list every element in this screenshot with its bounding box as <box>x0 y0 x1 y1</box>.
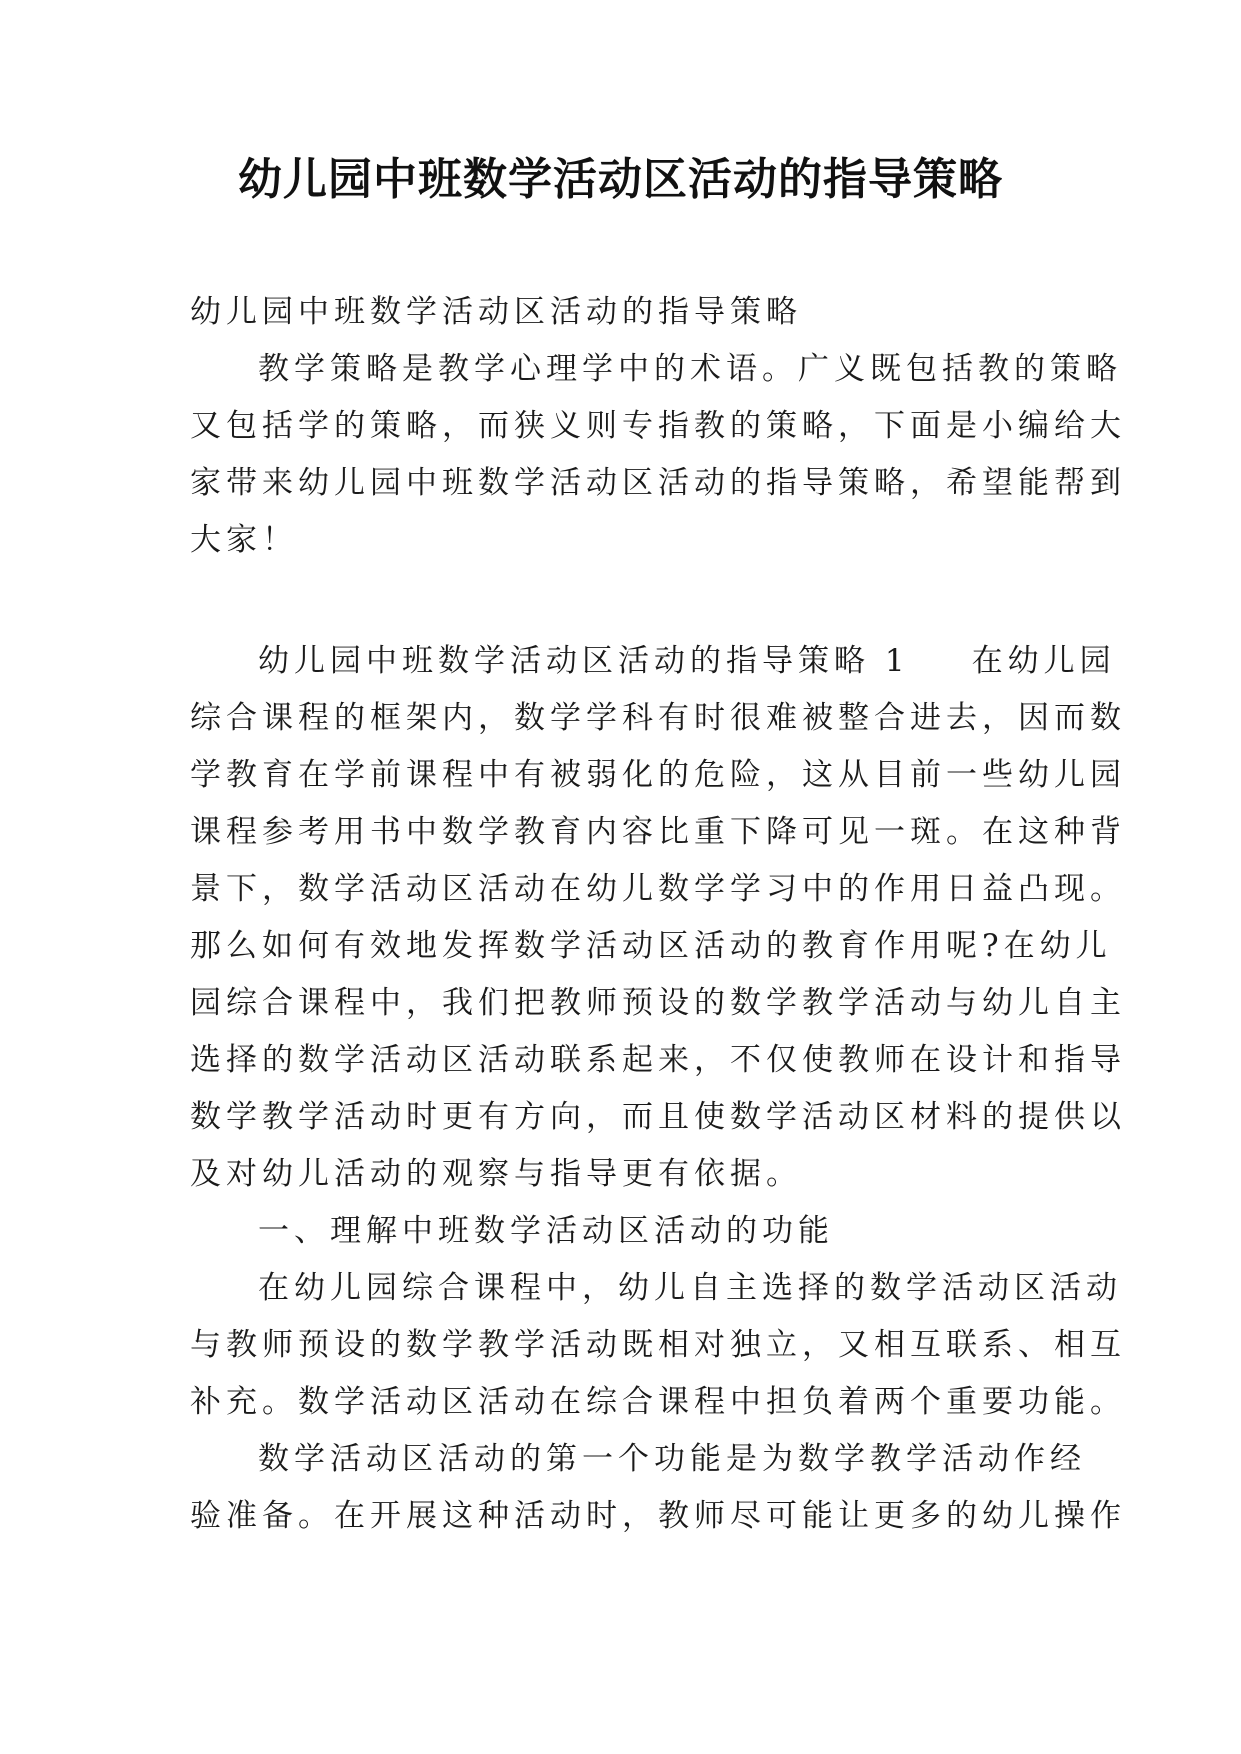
subtitle-line: 幼儿园中班数学活动区活动的指导策略 <box>190 294 802 330</box>
section1-line: 课程参考用书中数学教育内容比重下降可见一斑。在这种背 <box>190 814 1126 850</box>
intro-line: 家带来幼儿园中班数学活动区活动的指导策略，希望能帮到 <box>190 465 1126 501</box>
intro-line: 大家！ <box>190 522 298 558</box>
document-body <box>190 284 1126 1545</box>
section1-line: 综合课程的框架内，数学学科有时很难被整合进去，因而数 <box>190 700 1126 736</box>
section1-line: 园综合课程中，我们把教师预设的数学教学活动与幼儿自主 <box>190 985 1126 1021</box>
para2-line: 在幼儿园综合课程中，幼儿自主选择的数学活动区活动 <box>258 1270 1122 1306</box>
document-title: 幼儿园中班数学活动区活动的指导策略 <box>238 154 1003 205</box>
section1-line: 及对幼儿活动的观察与指导更有依据。 <box>190 1156 802 1192</box>
paragraph-gap <box>190 569 1050 633</box>
para2-line: 补充。数学活动区活动在综合课程中担负着两个重要功能。 <box>190 1384 1126 1420</box>
intro-line: 教学策略是教学心理学中的术语。广义既包括教的策略 <box>258 351 1122 387</box>
section1-line: 数学教学活动时更有方向，而且使数学活动区材料的提供以 <box>190 1099 1126 1135</box>
para3-line: 数学活动区活动的第一个功能是为数学教学活动作经 <box>258 1441 1086 1477</box>
section1-line: 在幼儿园 <box>971 643 1116 679</box>
para3-line: 验准备。在开展这种活动时，教师尽可能让更多的幼儿操作 <box>190 1498 1126 1534</box>
intro-line: 又包括学的策略，而狭义则专指教的策略，下面是小编给大 <box>190 408 1126 444</box>
section1-line: 那么如何有效地发挥数学活动区活动的教育作用呢?在幼儿 <box>190 928 1112 964</box>
section1-line: 学教育在学前课程中有被弱化的危险，这从目前一些幼儿园 <box>190 757 1126 793</box>
section1-first-line <box>190 633 1116 690</box>
para2-line: 与教师预设的数学教学活动既相对独立，又相互联系、相互 <box>190 1327 1126 1363</box>
section1-line: 景下，数学活动区活动在幼儿数学学习中的作用日益凸现。 <box>190 871 1126 907</box>
section-heading-one: 一、理解中班数学活动区活动的功能 <box>258 1213 834 1249</box>
section1-heading: 幼儿园中班数学活动区活动的指导策略 1 <box>258 643 910 679</box>
section1-line: 选择的数学活动区活动联系起来，不仅使教师在设计和指导 <box>190 1042 1126 1078</box>
